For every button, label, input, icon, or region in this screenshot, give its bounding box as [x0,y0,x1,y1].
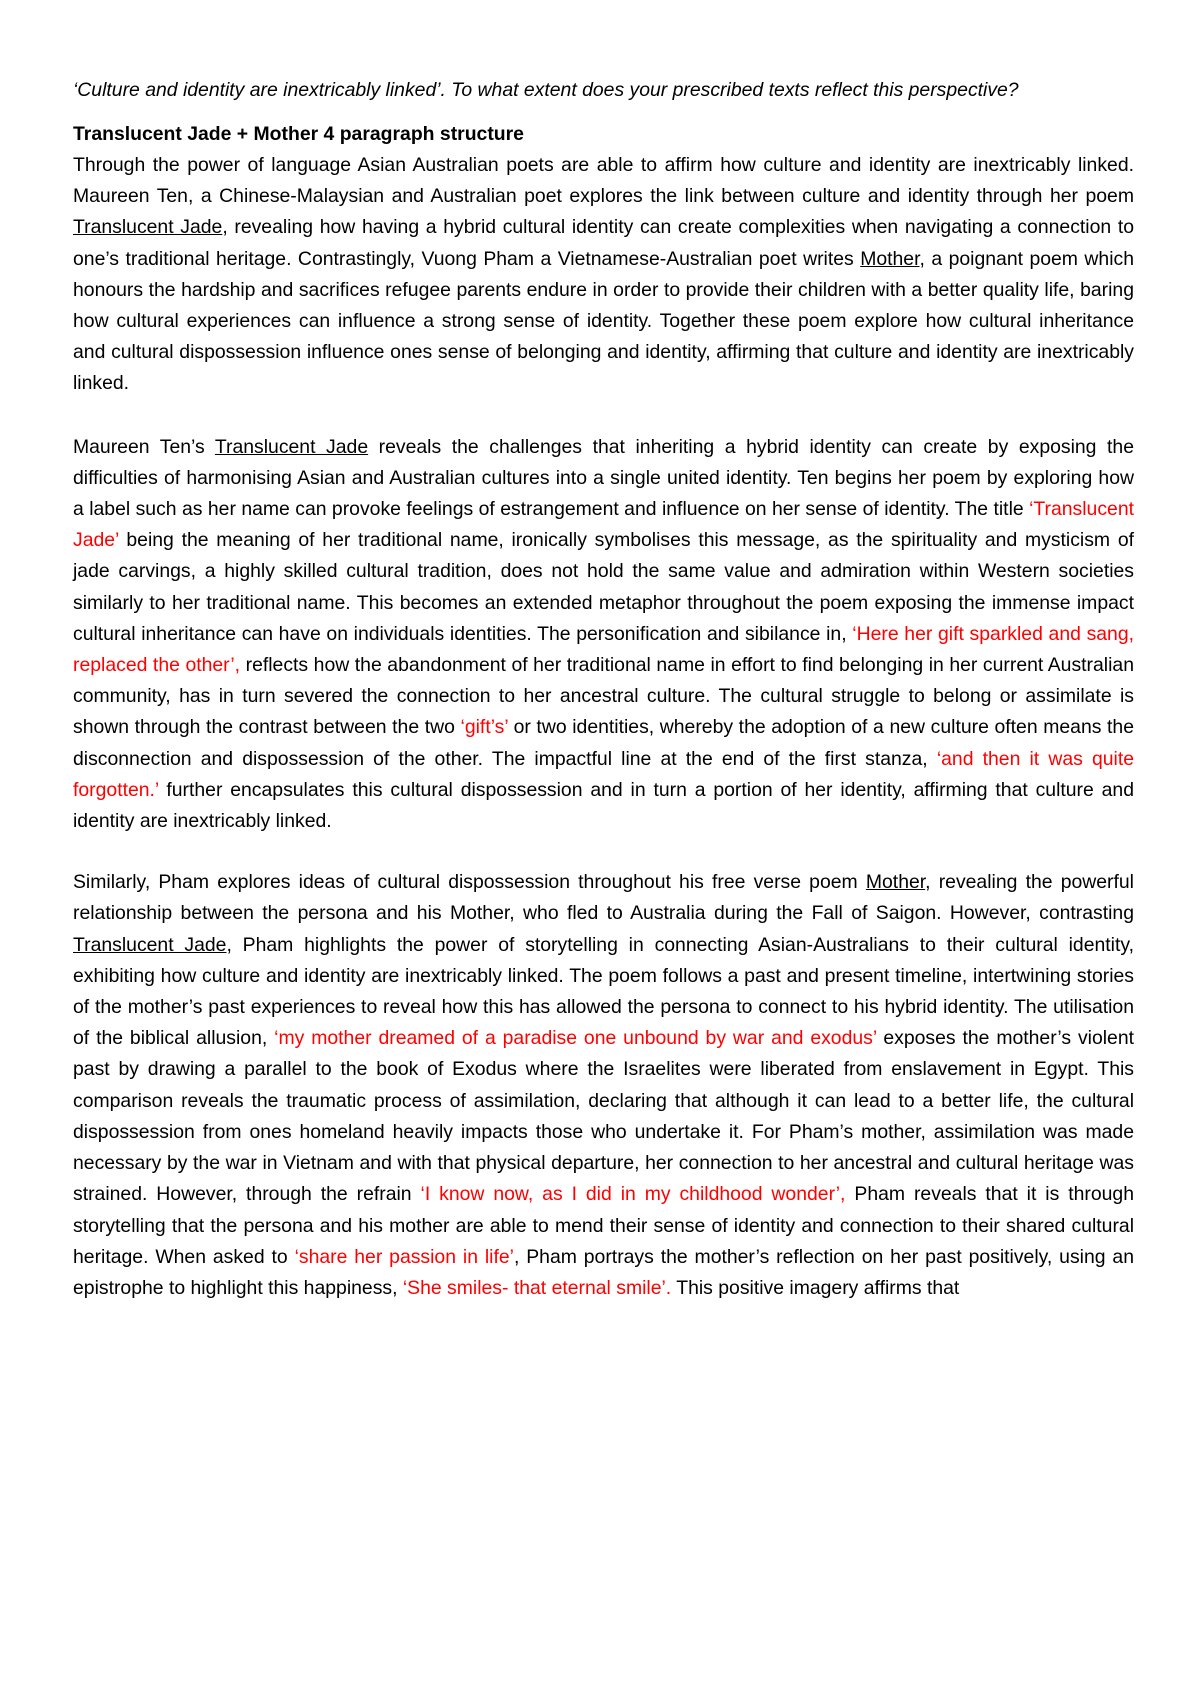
text-run: Pham reveals that it is through storytelling that the persona and his mother are able to mend their sense of identity and connection to their shared cultural heritage. When asked to [73,1183,1134,1268]
text-run: Maureen Ten’s [73,435,215,458]
text-run: reflects how the abandonment of her traditional name in effort to find belonging in her current Australian community, has in turn severed the connection to her ancestral culture. The cultural struggle to belong or assimilate is shown through the contrast between the two [73,654,1134,739]
poem-title-mother: Mother [865,871,926,894]
text-run: , revealing the powerful relationship between the persona and his Mother, who fled to Australia during the Fall of Saigon. However, contrasting [73,871,1134,925]
quote-highlight: ‘and then it was quite forgotten.’ [73,747,1134,801]
essay-heading: Translucent Jade + Mother 4 paragraph structure [73,123,524,145]
body-paragraph-mother [73,867,1134,1304]
quote-highlight: ‘my mother dreamed of a paradise one unbound by war and exodus’ [274,1027,877,1050]
text-run: or two identities, whereby the adoption of a new culture often means the disconnection and dispossession of the other. The impactful line at the end of the first stanza, [73,716,1134,770]
quote-highlight: ‘gift’s’ [460,716,508,739]
text-run: , revealing how having a hybrid cultural identity can create complexities when navigating a connection to one’s traditional heritage. Contrastingly, Vuong Pham a Vietnamese-Australian poet writes [73,216,1134,270]
text-run: exposes the mother’s violent past by drawing a parallel to the book of Exodus where the Israelites were liberated from enslavement in Egypt. This comparison reveals the traumatic process of assimilation, declaring that although it can lead to a better life, the cultural dispossession from ones homeland heavily impacts those who undertake it. For Pham’s mother, assimilation was made necessary by the war in Vietnam and with that physical departure, her connection to her ancestral and cultural heritage was strained. However, through the refrain [73,1027,1134,1206]
quote-highlight: ‘I know now, as I did in my childhood wonder’, [420,1183,846,1206]
text-run: Pham highlights the power of storytelling in connecting Asian-Australians to their cultural identity, exhibiting how culture and identity are inextricably linked. The poem follows a past and present timeline, intertwining stories of the mother’s past experiences to reveal how this has allowed the persona to connect to his hybrid identity. The utilisation of the biblical allusion, [73,933,1134,1050]
text-run: This positive imagery affirms that [671,1276,960,1299]
text-run: reveals the challenges that inheriting a hybrid identity can create by exposing the difficulties of harmonising Asian and Australian cultures into a single united identity. Ten begins her poem by exploring how a label such as her name can provoke feelings of estrangement and influence on her sense of identity. The title [73,435,1134,521]
poem-title-translucent-jade: Translucent Jade, [73,933,232,956]
introduction-paragraph [73,150,1134,400]
text-run: further encapsulates this cultural dispossession and in turn a portion of her identity, affirming that culture and identity are inextricably linked. [73,778,1134,833]
quote-highlight: ‘Here her gift sparkled and sang, replaced the other’, [73,622,1134,677]
text-run: Similarly, Pham explores ideas of cultural dispossession throughout his free verse poem [73,871,866,894]
body-paragraph-translucent-jade [73,432,1134,838]
text-run: Through the power of language Asian Australian poets are able to affirm how culture and identity are inextricably linked. Maureen Ten, a Chinese-Malaysian and Australian poet explores the link between culture and identity through her poem [73,154,1134,208]
essay-prompt: ‘Culture and identity are inextricably linked’. To what extent does your prescribed texts reflect this perspective? [73,79,1019,101]
quote-highlight: ‘share her passion in life’ [294,1245,514,1268]
poem-title-translucent-jade: Translucent Jade [214,435,369,458]
text-run: , Pham portrays the mother’s reflection on her past positively, using an epistrophe to highlight this happiness, [73,1245,1134,1299]
text-run: a poignant poem which honours the hardship and sacrifices refugee parents endure in order to provide their children with a better quality life, baring how cultural experiences can influence a strong sense of identity. Together these poem explore how cultural inheritance and cultural dispossession influence ones sense of belonging and identity, affirming that culture and identity are inextricably linked. [73,247,1134,395]
quote-highlight: ‘She smiles- that eternal smile’. [402,1276,672,1299]
poem-title-translucent-jade: Translucent Jade [73,216,223,239]
text-run: being the meaning of her traditional name, ironically symbolises this message, as the spirituality and mysticism of jade carvings, a highly skilled cultural tradition, does not hold the same value and admiration within Western societies similarly to her traditional name. This becomes an extended metaphor throughout the poem exposing the immense impact cultural inheritance can have on individuals identities. The personification and sibilance in, [73,529,1134,645]
poem-title-mother: Mother, [860,247,925,270]
quote-highlight: ‘Translucent Jade’ [73,498,1134,552]
